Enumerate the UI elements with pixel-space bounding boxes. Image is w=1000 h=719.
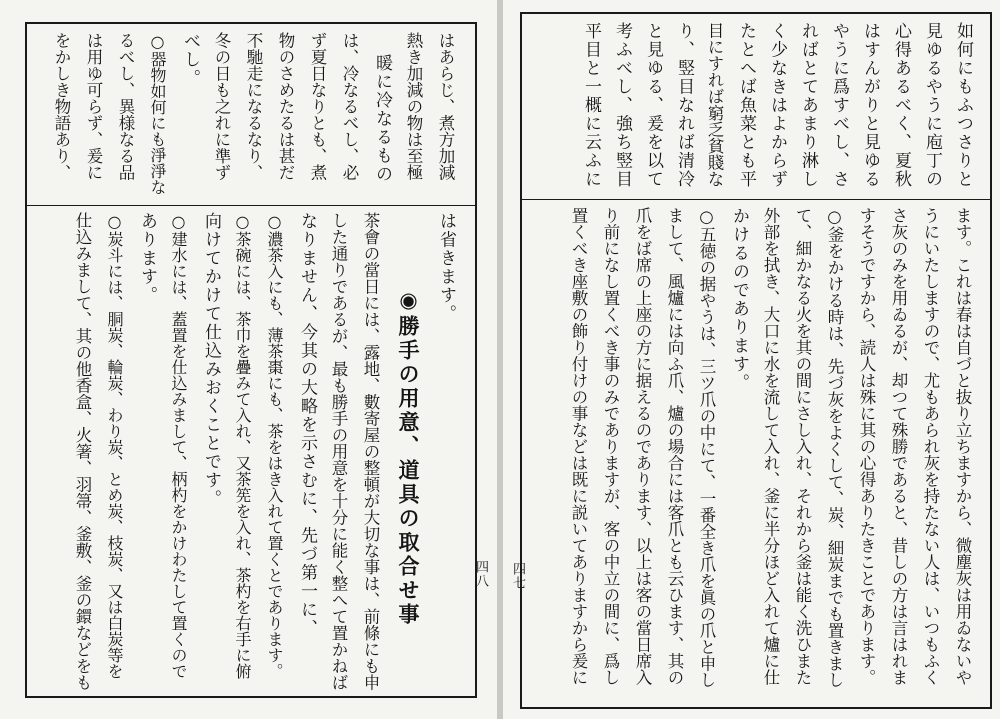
text-column: あります。 (137, 212, 157, 305)
text-column: は、冷なるべし、必 (340, 32, 359, 181)
text-column: は用ゆ可らず、爰に (84, 32, 103, 181)
text-column: 見ゆるやうに庖丁の (922, 22, 942, 189)
text-column: かけるのであります。 (729, 207, 749, 392)
text-column: ○建水には、蓋置を仕込みまして、柄杓をかけわたして置くので (169, 212, 188, 679)
text-column: 心得あるべく、夏秋 (891, 22, 911, 189)
left-lower-text (67, 212, 461, 692)
text-column: やうに爲すべし、さ (829, 22, 849, 189)
text-column: 平目と一概に云ふに (581, 22, 601, 189)
right-lower-text (563, 207, 978, 702)
page-number: 四八 (473, 560, 488, 588)
text-column: ○炭斗には、胴炭、輪炭、わり炭、とめ炭、枝炭、又は白炭等を (105, 212, 124, 679)
text-column: り前になし置くべき事のみでありますが、客の中立の間に、爲し (601, 207, 620, 686)
text-column: 外部を拭き、大口に水を流して入れ、釜に半分ほど入れて爐に仕 (761, 207, 780, 686)
text-column: すそうですから、読人は殊に其の心得ありたきことであります。 (857, 207, 876, 686)
text-column: と見ゆる、爰を以て (643, 22, 663, 189)
text-column: ○釜をかける時は、先づ灰をよくして、炭、細炭までも置きまし (825, 207, 844, 688)
text-column: 考ふべし、強ち竪目 (612, 22, 632, 189)
right-page-divider (522, 199, 990, 200)
text-column: ます。これは春は自づと抜り立ちますから、微塵灰は用ゐないや (953, 207, 972, 686)
text-column: るべし、異様なる品 (116, 32, 135, 181)
text-column: 如何にもふつさりと (953, 22, 973, 189)
text-column: ○茶碗には、茶巾を疊みて入れ、又茶筅を入れ、茶杓を右手に俯 (233, 212, 252, 679)
text-column: 茶會の當日には、露地、數寄屋の整頓が大切な事は、前條にも申 (361, 212, 380, 691)
text-column: は省きます。 (436, 212, 456, 323)
text-column: 向けてかけて仕込みおくことです。 (201, 212, 221, 508)
text-column: ○器物如何にも淨淨な (148, 32, 167, 195)
right-page (503, 0, 1000, 719)
text-column: ればとてあまり淋し (798, 22, 818, 189)
text-column: 目にすれば窮乏貧賤な (705, 22, 724, 187)
text-column: まして、風爐には向ふ爪、爐の場合には客爪とも云ひます、其の (665, 207, 684, 686)
text-column: ず夏日なりとも、煮 (308, 32, 327, 181)
text-column: 暖に冷なるもの (372, 54, 392, 184)
text-column: をかしき物語あり、 (52, 32, 71, 181)
text-column: うにいたしますので、尤もあられ灰を持たない人は、いつもふく (921, 207, 940, 686)
text-column: く少なきはよからず (767, 22, 787, 189)
left-page-frame (25, 22, 477, 698)
text-column: たとへば魚菜とも平 (736, 22, 756, 189)
text-column: はあらじ、煮方加減 (436, 32, 455, 181)
text-column: なりません、今其の大略を示さむに、先づ第一に、 (297, 212, 317, 638)
section-heading: ◉勝手の用意、道具の取合せ事 (396, 287, 421, 627)
text-column: 熱き加減の物は至極 (404, 32, 423, 181)
text-column: はすんがりと見ゆる (860, 22, 880, 189)
text-column: 物のさめたるは甚だ (276, 32, 295, 181)
text-column: 冬の日も之れに準ず (212, 32, 231, 181)
text-column: さ灰のみを用ゐるが、却つて殊勝であると、昔しの方は言はれま (889, 207, 908, 686)
text-column: り、竪目なれば清冷 (674, 22, 694, 189)
text-column: て、細かなる火を其の間にさし入れ、それから釜は能く洗ひまた (793, 207, 812, 686)
text-column: 仕込みまして、其の他香盒、火箸、羽箒、釜敷、釜の鐶などをも (73, 212, 92, 691)
text-column: 爪をば席の上座の方に据えるのであります、以上は客の當日席入 (633, 207, 652, 686)
left-page (0, 0, 497, 719)
right-page-frame (520, 12, 992, 709)
text-column: ○濃茶入にも、薄茶棗にも、茶をはき入れて置くとであります。 (265, 212, 284, 679)
left-page-divider (27, 205, 475, 206)
right-upper-text (575, 22, 978, 192)
text-column: した通りであるが、最も勝手の用意を十分に能く整へて置かねば (329, 212, 348, 691)
text-column: ○五徳の据やうは、三ツ爪の中にて、一番全き爪を眞の爪と申し (697, 207, 716, 688)
page-number: 四七 (510, 562, 525, 590)
text-column: 置くべき座敷の飾り付けの事などは既に説いてありますから爰に (569, 207, 588, 686)
text-column: 不馳走になるなり、 (244, 32, 263, 181)
left-upper-text (46, 32, 461, 197)
text-column: べし。 (180, 32, 200, 88)
